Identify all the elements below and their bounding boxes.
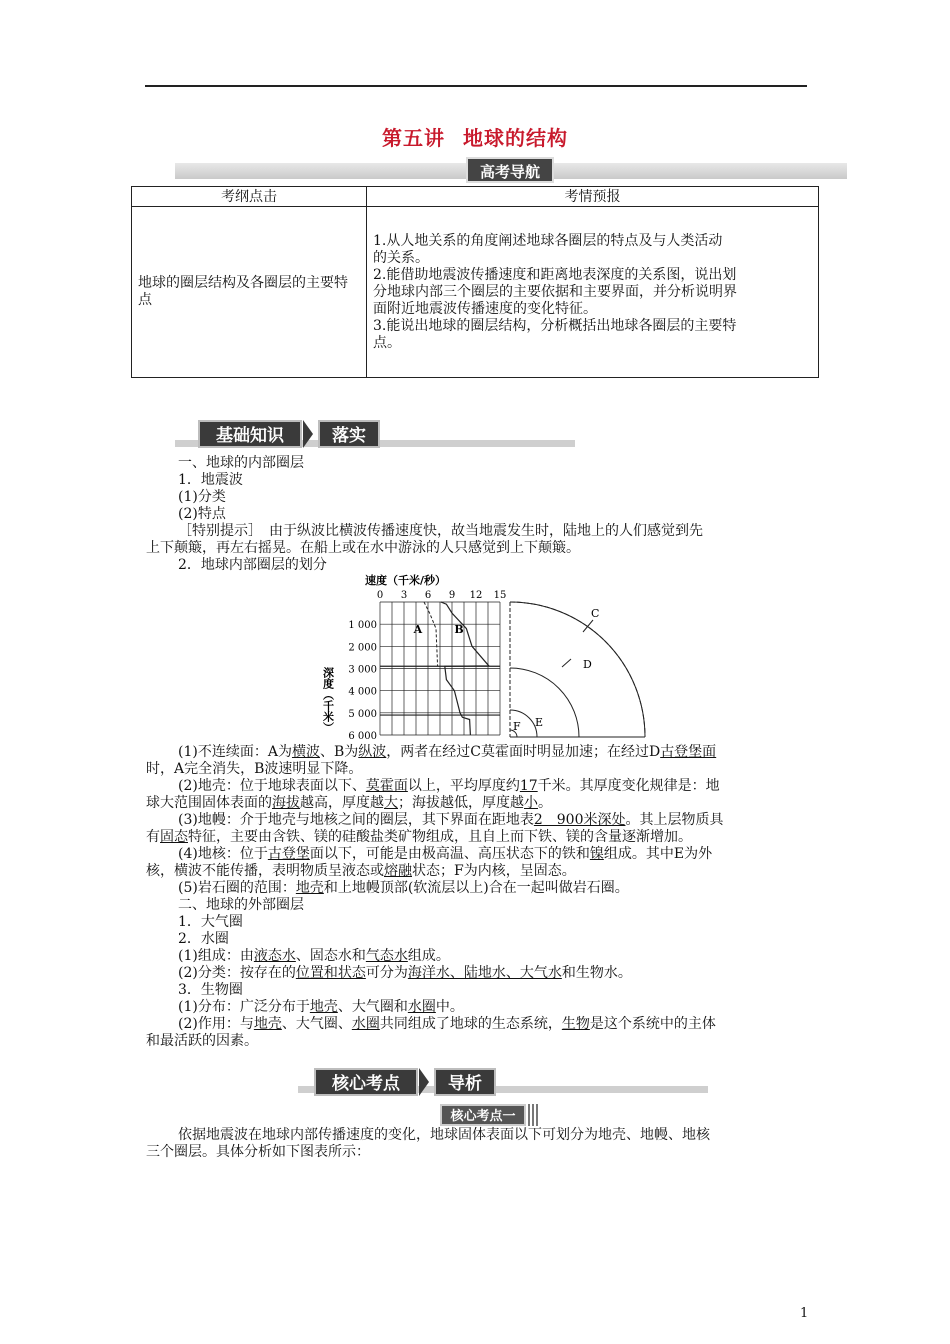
banner-core-left: 核心考点	[314, 1068, 418, 1096]
table-header-forecast: 考情预报	[367, 187, 819, 207]
hydro-composition: (1)组成：由液态水、固态水和气态水组成。	[178, 948, 450, 964]
header-rule	[145, 85, 807, 87]
heading-outer-layers: 二、地球的外部圈层	[178, 897, 304, 913]
point-1-line2: 时，A完全消失，B波速明显下降。	[146, 761, 363, 777]
point-1-line1: (1)不连续面：A为横波、B为纵波，两者在经过C莫霍面时明显加速；在经过D古登堡面	[178, 744, 717, 760]
core-point-tag-stripes	[528, 1104, 538, 1126]
x-tick-label: 3	[400, 590, 408, 601]
seismic-wave-chart	[321, 572, 665, 742]
x-tick-label: 0	[376, 590, 384, 601]
banner-core-arrow	[419, 1068, 429, 1096]
y-tick-label: 2 000	[348, 642, 377, 654]
label-D: D	[583, 658, 592, 671]
label-E: E	[535, 716, 544, 729]
y-tick-labels	[348, 620, 377, 742]
earth-quadrant	[510, 602, 645, 737]
banner-basics-right: 落实	[318, 420, 380, 448]
chart-grid	[380, 602, 500, 735]
banner-core-right: 导析	[434, 1068, 496, 1096]
label-A: A	[413, 623, 423, 637]
x-tick-labels	[377, 590, 507, 601]
heading-atmosphere: 1．大气圈	[178, 914, 243, 930]
y-tick-label: 5 000	[348, 708, 377, 720]
point-2-line2: 球大范围固体表面的海拔越高，厚度越大；海拔越低，厚度越小。	[146, 795, 552, 811]
table-cell-syllabus: 地球的圈层结构及各圈层的主要特点	[132, 207, 367, 378]
y-tick-label: 3 000	[348, 664, 377, 676]
core-text-line2: 三个圈层。具体分析如下图表所示：	[146, 1144, 370, 1160]
label-C: C	[591, 607, 600, 620]
y-axis-label: 深度（千米）	[321, 667, 335, 733]
special-tip-line1: ［特别提示］ 由于纵波比横波传播速度快，故当地震发生时，陆地上的人们感觉到先	[178, 523, 703, 539]
chart-title: 速度（千米/秒）	[365, 574, 447, 587]
item-classification: (1)分类	[178, 489, 226, 505]
core-text-line1: 依据地震波在地球内部传播速度的变化，地球固体表面以下可划分为地壳、地幔、地核	[178, 1127, 710, 1143]
banner-basics-arrow	[303, 420, 313, 448]
heading-inner-layers: 一、地球的内部圈层	[178, 455, 304, 471]
hydro-classification: (2)分类：按存在的位置和状态可分为海洋水、陆地水、大气水和生物水。	[178, 965, 632, 981]
core-point-tag: 核心考点一	[440, 1104, 526, 1126]
heading-biosphere: 3．生物圈	[178, 982, 243, 998]
page-number: 1	[800, 1306, 809, 1321]
bio-function-line1: (2)作用：与地壳、大气圈、水圈共同组成了地球的生态系统，生物是这个系统中的主体	[178, 1016, 716, 1032]
x-tick-label: 15	[493, 590, 507, 601]
x-tick-label: 9	[448, 590, 456, 601]
page-title: 第五讲 地球的结构	[382, 126, 568, 150]
special-tip-line2: 上下颠簸，再左右摇晃。在船上或在水中游泳的人只感觉到上下颠簸。	[146, 540, 580, 556]
y-tick-label: 6 000	[348, 731, 377, 742]
item-features: (2)特点	[178, 506, 226, 522]
bio-function-line2: 和最活跃的因素。	[146, 1033, 258, 1049]
y-tick-label: 4 000	[348, 686, 377, 698]
table-cell-forecast: 1.从人地关系的角度阐述地球各圈层的特点及与人类活动 的关系。 2.能借助地震波传播速度和距离地表深度的关系图，说出划 分地球内部三个圈层的主要依据和主要界面，并分析说明界 面附近地震波传播速度的变化特征。 3.能说出地球的圈层结构，分析概括出地球各圈层的主要特 点。	[367, 207, 819, 378]
heading-hydrosphere: 2．水圈	[178, 931, 229, 947]
point-3-line1: (3)地幔：介于地壳与地核之间的圈层，其下界面在距地表2 900米深处。其上层物质具	[178, 812, 724, 828]
banner-basics-left: 基础知识	[198, 420, 302, 448]
label-B: B	[454, 623, 464, 637]
y-tick-label: 1 000	[348, 620, 377, 632]
bio-distribution: (1)分布：广泛分布于地壳、大气圈和水圈中。	[178, 999, 464, 1015]
syllabus-table	[131, 186, 819, 378]
point-4-line1: (4)地核：位于古登堡面以下，可能是由极高温、高压状态下的铁和镍组成。其中E为外	[178, 846, 713, 862]
point-4-line2: 核，横波不能传播，表明物质呈液态或熔融状态；F为内核，呈固态。	[146, 863, 576, 879]
point-2-line1: (2)地壳：位于地球表面以下、莫霍面以上，平均厚度约17千米。其厚度变化规律是：地	[178, 778, 720, 794]
section-tag-gaokao: 高考导航	[466, 157, 554, 183]
x-tick-label: 12	[469, 590, 483, 601]
point-5: (5)岩石圈的范围：地壳和上地幔顶部(软流层以上)合在一起叫做岩石圈。	[178, 880, 629, 896]
series-A-line	[424, 602, 438, 666]
table-header-syllabus: 考纲点击	[132, 187, 367, 207]
x-tick-label: 6	[424, 590, 432, 601]
heading-seismic-waves: 1．地震波	[178, 472, 243, 488]
point-3-line2: 有固态特征，主要由含铁、镁的硅酸盐类矿物组成，且自上而下铁、镁的含量逐渐增加。	[146, 829, 692, 845]
label-F: F	[513, 720, 521, 733]
heading-layer-division: 2．地球内部圈层的划分	[178, 557, 327, 573]
